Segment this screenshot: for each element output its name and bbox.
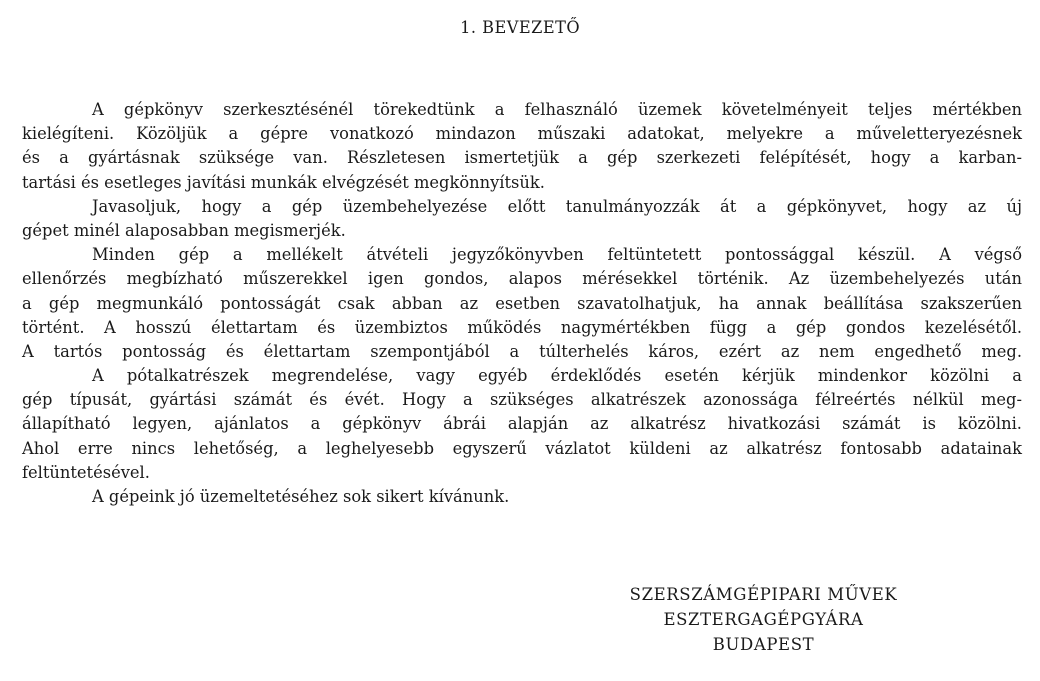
signature-line: BUDAPEST — [712, 635, 815, 654]
text-line: a gép megmunkáló pontosságát csak abban az esetben szavatolhatjuk, ha annak beállítása szakszerűen — [22, 293, 1022, 313]
text-line: A tartós pontosság és élettartam szempontjából a túlterhelés káros, ezért az nem engedhető meg. — [22, 341, 1022, 361]
text-line: A pótalkatrészek megrendelése, vagy egyéb érdeklődés esetén kérjük mindenkor közölni a — [92, 366, 1022, 386]
text-line: történt. A hosszú élettartam és üzembiztos működés nagymértékben függ a gép gondos kezelésétől. — [22, 317, 1022, 337]
paragraph-1 — [22, 98, 1022, 195]
signature-block — [540, 582, 987, 657]
body-text — [22, 98, 1022, 509]
text-line: és a gyártásnak szüksége van. Részletesen ismertetjük a gép szerkezeti felépítését, hogy a karban- — [22, 148, 1022, 168]
paragraph-2 — [22, 195, 1022, 243]
heading-text: 1. BEVEZETŐ — [460, 18, 580, 38]
text-line: állapítható legyen, ajánlatos a gépkönyv ábrái alapján az alkatrész hivatkozási számát is közölni. — [22, 414, 1022, 434]
text-line: feltüntetésével. — [22, 462, 150, 482]
text-line: gépet minél alaposabban megismerjék. — [22, 220, 346, 240]
text-line: ellenőrzés megbízható műszerekkel igen gondos, alapos mérésekkel történik. Az üzembehelyezés után — [22, 269, 1022, 289]
text-line: kielégíteni. Közöljük a gépre vonatkozó mindazon műszaki adatokat, melyekre a műveletteryezésnek — [22, 124, 1022, 144]
page-heading — [0, 18, 1040, 38]
text-line: A gépeink jó üzemeltetéséhez sok sikert kívánunk. — [92, 487, 510, 506]
paragraph-3 — [22, 243, 1022, 364]
text-line: Minden gép a mellékelt átvételi jegyzőkönyvben feltüntetett pontossággal készül. A végső — [92, 245, 1022, 265]
text-line: tartási és esetleges javítási munkák elvégzését megkönnyítsük. — [22, 172, 545, 192]
paragraph-4 — [22, 364, 1022, 485]
paragraph-5 — [22, 485, 1022, 509]
text-line: Ahol erre nincs lehetőség, a leghelyesebb egyszerű vázlatot küldeni az alkatrész fontosabb adatainak — [22, 438, 1022, 458]
text-line: Javasoljuk, hogy a gép üzembehelyezése előtt tanulmányozzák át a gépkönyvet, hogy az új — [92, 196, 1022, 216]
text-line: gép típusát, gyártási számát és évét. Hogy a szükséges alkatrészek azonossága félreértés nélkül meg- — [22, 390, 1022, 410]
text-line: A gépkönyv szerkesztésénél törekedtünk a felhasználó üzemek követelményeit teljes mértékben — [92, 100, 1022, 119]
signature-line: SZERSZÁMGÉPIPARI MŰVEK — [629, 585, 898, 604]
signature-line: ESZTERGAGÉPGYÁRA — [663, 610, 864, 629]
